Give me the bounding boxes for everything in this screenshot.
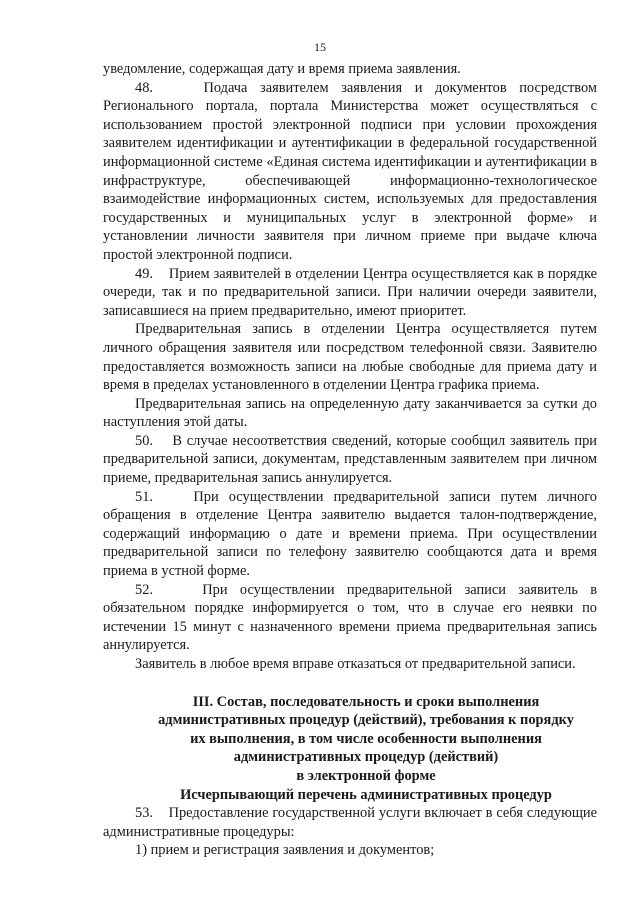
section-heading-line: административных процедур (действий) (233, 749, 499, 766)
section-heading (103, 693, 597, 786)
paragraph-53: 53. Предоставление государственной услуги включает в себя следующие административные процедуры: (103, 805, 597, 840)
section-heading-line: их выполнения, в том числе особенности выполнения (190, 730, 542, 747)
paragraph-49-preliminary-record: Предварительная запись в отделении Центра осуществляется путем личного обращения заявителя или посредством телефонной связи. Заявителю предоставляется возможность записи на любые свободные для приема дату и время в пределах установленного в отделении Центра графика приема. (103, 321, 597, 394)
section-heading-line: в электронной форме (296, 767, 436, 784)
subsection-heading: Исчерпывающий перечень административных процедур (180, 786, 552, 803)
paragraph-48: 48. Подача заявителем заявления и документов посредством Регионального портала, портала Министерства может осуществляться с использованием простой электронной подписи при условии прохождения заявителем идентификации и аутентификации в федеральной государственной информационной системе «Единая система идентификации и аутентификации в инфраструктуре, обеспечивающей информационно-технологическое взаимодействие информационных систем, используемых для предоставления государственных и муниципальных услуг в электронной форме» и установлении личности заявителя при личном приеме при выдаче ключа простой электронной подписи. (103, 79, 597, 263)
paragraph-52: 52. При осуществлении предварительной записи заявитель в обязательном порядке информируется о том, что в случае его неявки по истечении 15 минут с назначенного времени приема предварительная запись аннулируется. (103, 581, 597, 654)
section-heading-line: III. Состав, последовательность и сроки выполнения (192, 693, 540, 710)
paragraph-49: 49. Прием заявителей в отделении Центра осуществляется как в порядке очереди, так и по предварительной записи. При наличии очереди заявители, записавшиеся на прием предварительно, имеют приоритет. (103, 265, 597, 319)
paragraph-50: 50. В случае несоответствия сведений, которые сообщил заявитель при предварительной записи, документам, представленным заявителем при личном приеме, предварительная запись аннулируется. (103, 432, 597, 487)
page-number: 15 (314, 40, 326, 54)
paragraph-52-refusal: Заявитель в любое время вправе отказаться от предварительной записи. (135, 656, 576, 672)
paragraph-51: 51. При осуществлении предварительной записи путем личного обращения в отделение Центра заявителю выдается талон-подтверждение, содержащий информацию о дате и времени приема. При осуществлении предварительной записи по телефону заявителю сообщаются дата и время приема в устной форме. (103, 488, 597, 580)
document-body (103, 60, 597, 860)
section-heading-line: административных процедур (действий), требования к порядку (158, 712, 574, 729)
paragraph-continuation: уведомление, содержащая дату и время приема заявления. (103, 61, 461, 77)
list-item-1: 1) прием и регистрация заявления и документов; (135, 842, 435, 859)
paragraph-49-deadline: Предварительная запись на определенную дату заканчивается за сутки до наступления этой даты. (103, 395, 597, 431)
